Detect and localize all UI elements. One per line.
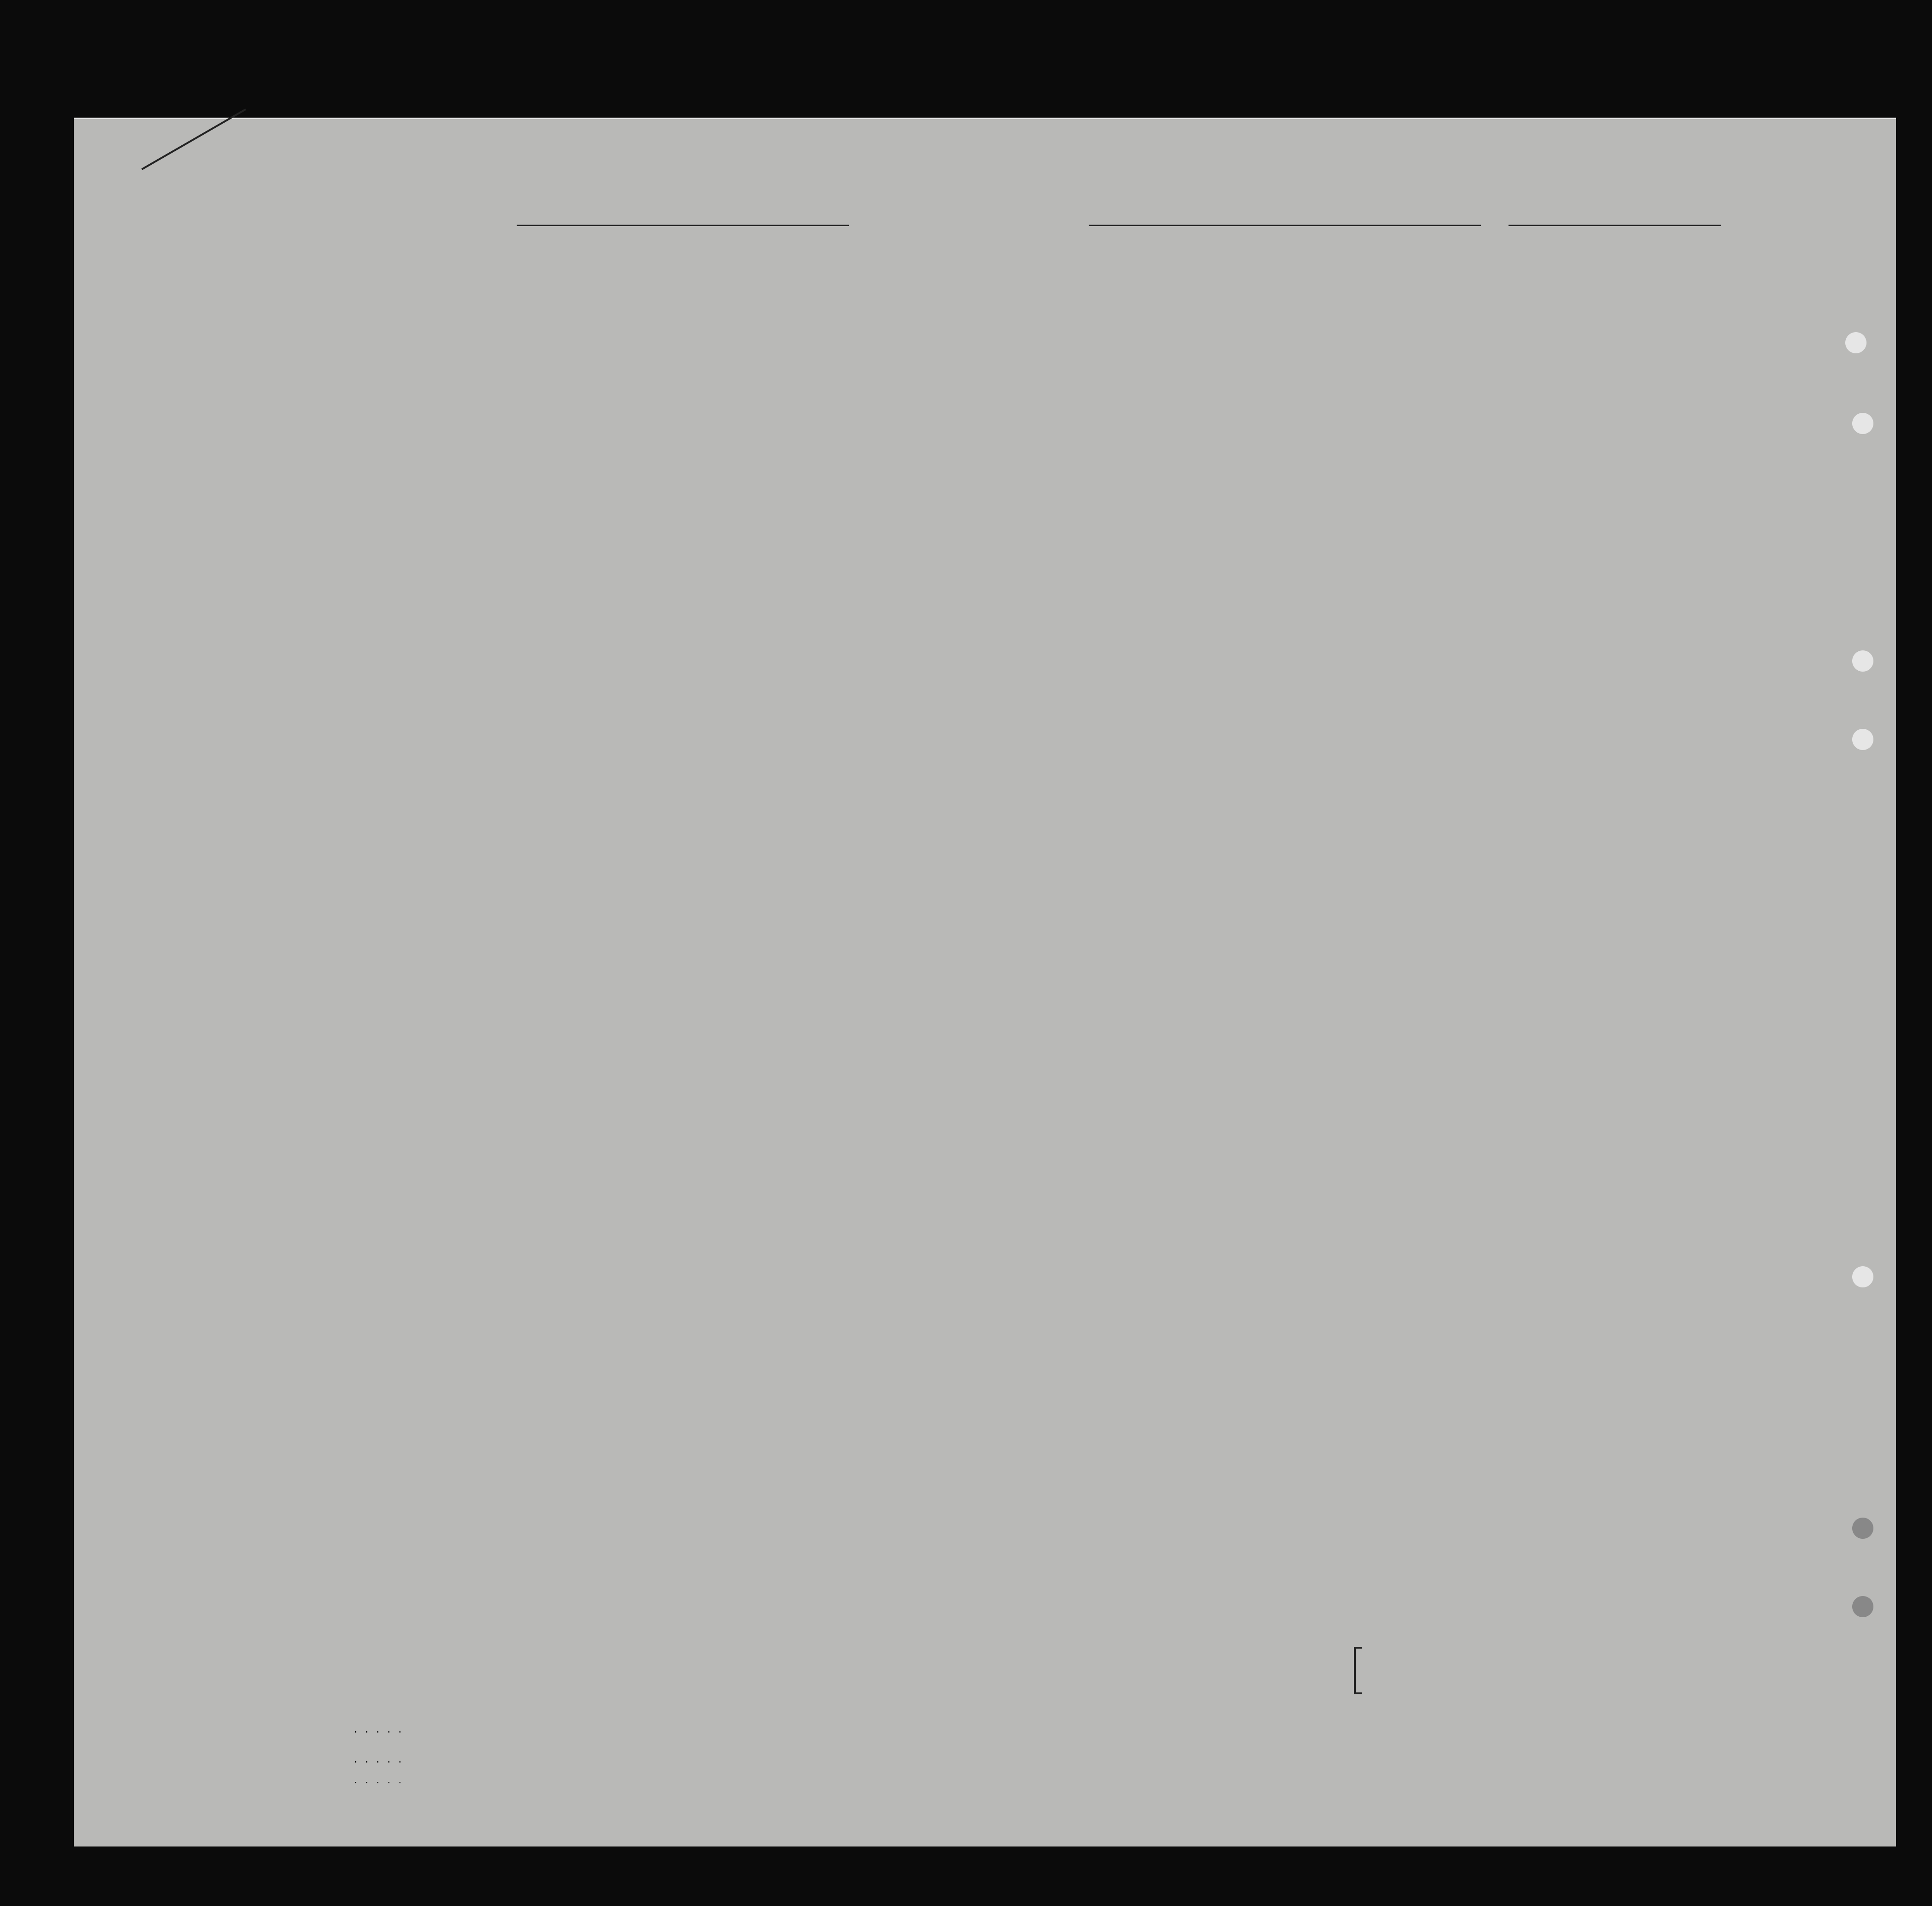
binder-hole <box>1852 650 1873 672</box>
binder-hole <box>1852 1518 1873 1539</box>
binder-hole <box>1852 729 1873 750</box>
total-passengers-dots: . . . . . <box>353 1725 403 1736</box>
binder-hole <box>1852 413 1873 434</box>
purser-stamp-bracket <box>1354 1647 1362 1694</box>
binder-hole <box>1845 332 1866 353</box>
binder-hole <box>1852 1266 1873 1287</box>
us-citizens-dots: . . . . . <box>353 1755 403 1766</box>
binder-hole <box>1852 1596 1873 1617</box>
aliens-dots: . . . . . <box>353 1776 403 1787</box>
